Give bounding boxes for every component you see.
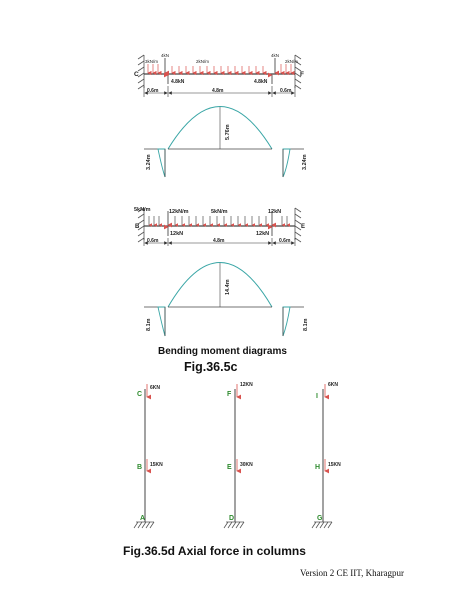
beam-1-diagram [134, 53, 304, 97]
bmd-1-end-right [283, 149, 308, 177]
udl-label-mid: 2kN/m [196, 59, 210, 64]
column-2-mid-load: 30KN [240, 462, 253, 468]
bmd-1-mid-label: 5.76m [225, 124, 231, 140]
beam-2-diagram [134, 207, 305, 246]
reaction-label-right: 4.8kN [254, 79, 268, 85]
column-2-top-load: 12KN [240, 382, 253, 388]
column-2-base [224, 522, 244, 528]
fig-c-caption: Fig.36.5c [184, 360, 238, 374]
support-label-left: C [134, 71, 139, 78]
column-2-top-node: F [227, 391, 232, 398]
bmd-caption: Bending moment diagrams [158, 346, 287, 357]
bmd-2-mid-label: 14.4m [225, 279, 231, 295]
bmd-1-end-right-label: 3.24m [302, 154, 308, 170]
bmd-2-end-right-label: 8.1m [303, 318, 309, 331]
column-2 [224, 382, 253, 528]
bmd-2-end-right [283, 307, 309, 336]
column-1-base [134, 522, 154, 528]
load-label-right-2: 12kN [268, 209, 282, 215]
load-label-left-2: 12kN/m [169, 209, 189, 215]
dimension-label-right: 0.6m [280, 88, 292, 94]
dimension-label-mid: 4.8m [212, 88, 224, 94]
column-3 [312, 382, 341, 528]
column-3-top-load: 6KN [328, 382, 339, 388]
reaction-label-right-2: 12kN [256, 231, 270, 237]
udl-arrows-2 [149, 216, 287, 225]
column-1-top-load: 6KN [150, 385, 161, 391]
column-3-mid-load: 15KN [328, 462, 341, 468]
column-3-mid-node: H [315, 464, 321, 471]
udl-label-mid-2: 5kN/m [211, 209, 228, 215]
dimension-label-left-2: 0.6m [147, 238, 159, 244]
udl-arrows-1 [148, 64, 291, 73]
column-2-base-node: D [229, 515, 235, 522]
column-3-base [312, 522, 332, 528]
bmd-2-end-left [144, 307, 165, 336]
support-label-left-2: B [135, 224, 140, 230]
bmd-2-end-left-label: 8.1m [146, 318, 152, 331]
reaction-label-left-2: 12kN [170, 231, 184, 237]
udl-label-left-2: 5kN/m [134, 207, 151, 213]
support-label-right-2: E [301, 224, 306, 230]
column-1-mid-load: 15KN [150, 462, 163, 468]
bmd-1-end-left-label: 3.24m [146, 154, 152, 170]
udl-label-right: 2kN/m [285, 59, 299, 64]
column-2-mid-node: E [227, 464, 232, 471]
udl-label-left: 3kN/m [145, 59, 159, 64]
column-1-base-node: A [140, 515, 146, 522]
reaction-label-left: 4.8kN [171, 79, 185, 85]
bending-moment-diagram-1 [144, 107, 308, 178]
column-3-base-node: G [317, 515, 323, 522]
column-1 [134, 384, 163, 528]
page-footer: Version 2 CE IIT, Kharagpur [300, 568, 405, 578]
support-label-right: F [300, 71, 304, 78]
bending-moment-diagram-2 [144, 263, 309, 337]
load-label-right: 4kN [271, 53, 280, 58]
column-1-mid-node: B [137, 464, 143, 471]
dimension-label-mid-2: 4.8m [213, 238, 225, 244]
fixed-support-left [138, 55, 144, 89]
bmd-1-end-left [144, 149, 165, 177]
fig-d-caption: Fig.36.5d Axial force in columns [123, 544, 306, 558]
column-3-top-node: I [316, 393, 318, 400]
dimension-label-left: 0.6m [147, 88, 159, 94]
column-1-top-node: C [137, 391, 143, 398]
load-label-left: 4kN [161, 53, 170, 58]
dimension-label-right-2: 0.6m [279, 238, 291, 244]
